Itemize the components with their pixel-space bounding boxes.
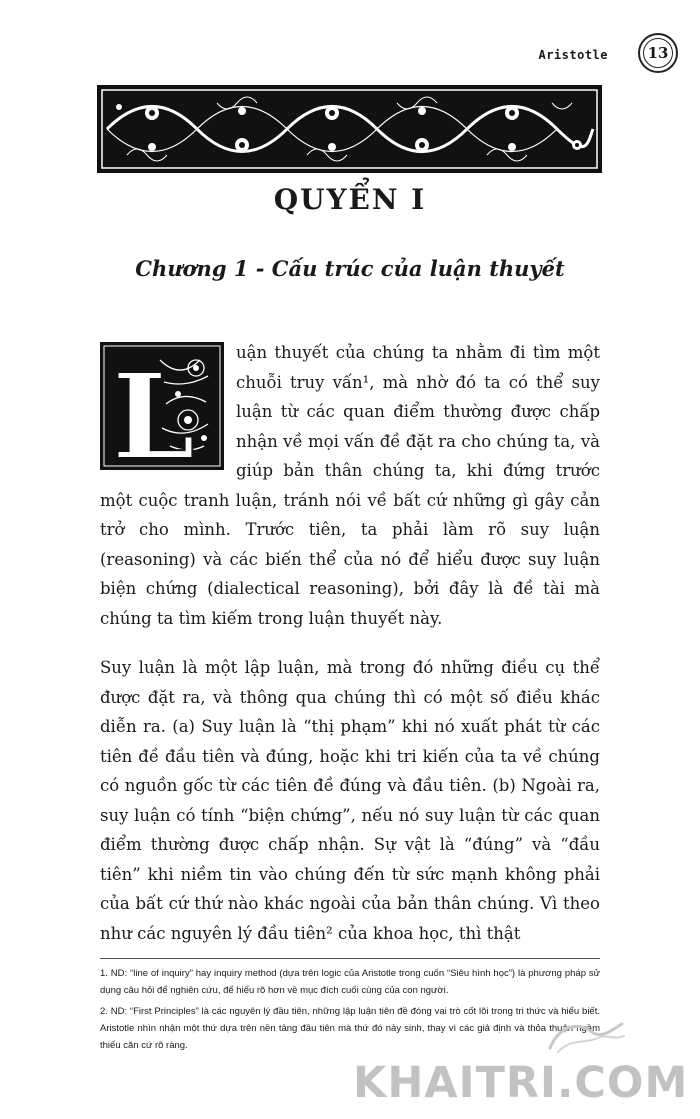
page-number-badge [638, 33, 678, 73]
footnote-2: 2. ND: “First Principles” là các nguyên lý đầu tiên, những lập luận tiên đề đóng vai trò cốt lõi trong tri thức và hiểu biết. Aristotle nhìn nhận một thứ dựa trên nền tảng đầu tiên mà thứ đó nảy sinh, thay vì các giả định và thỏa thuận ngầm thiếu căn cứ rõ ràng. [100, 1006, 600, 1051]
paragraph-1-text: uận thuyết của chúng ta nhằm đi tìm một chuỗi truy vấn¹, mà nhờ đó ta có thể suy luận từ các quan điểm thường được chấp nhận về mọi vấn đề đặt ra cho chúng ta, và giúp bản thân chúng ta, khi đứng trước một cuộc tranh luận, tránh nói về bất cứ những gì gây cản trở cho mình. Trước tiên, ta phải làm rõ suy luận (reasoning) và các biến thể của nó để hiểu được suy luận biện chứng (dialectical reasoning), bởi đây là đề tài mà chúng ta tìm kiếm trong luận thuyết này. [100, 343, 600, 628]
page-number: 13 [647, 44, 669, 62]
paragraph-2 [100, 653, 600, 948]
khai-tri-logo-icon [540, 1018, 630, 1058]
footnote-divider [100, 958, 600, 959]
footnote-1: 1. ND: “line of inquiry” hay inquiry method (dựa trên logic của Aristotle trong cuốn “Siêu hình học”) là phương pháp sử dụng câu hỏi để nghiên cứu, để hiểu rõ hơn về mục đích cuối cùng của con người. [100, 968, 600, 996]
paragraph-1 [100, 338, 600, 633]
footnotes [100, 965, 600, 1058]
dropcap-L [100, 342, 224, 470]
book-title: QUYỂN I [273, 183, 427, 216]
chapter-title: Chương 1 - Cấu trúc của luận thuyết [135, 256, 565, 281]
dropcap-letter: L [112, 347, 195, 470]
floral-ornament-band [97, 85, 602, 173]
paragraph-2-text: Suy luận là một lập luận, mà trong đó những điều cụ thể được đặt ra, và thông qua chúng thì có một số điều khác diễn ra. (a) Suy luận là “thị phạm” khi nó xuất phát từ các tiên đề đầu tiên và đúng, hoặc khi tri kiến của ta về chúng có nguồn gốc từ các tiên đề đúng và đầu tiên. (b) Ngoài ra, suy luận có tính “biện chứng”, nếu nó suy luận từ các quan điểm thường được chấp nhận. Sự vật là “đúng” và “đầu tiên” khi niềm tin vào chúng đến từ sức mạnh không phải của bất cứ thứ nào khác ngoài của bản thân chúng. Vì theo như các nguyên lý đầu tiên² của khoa học, thì thật [100, 658, 600, 943]
watermark-text: KHAITRI.COM [353, 1058, 689, 1108]
running-head: Aristotle [538, 48, 608, 62]
